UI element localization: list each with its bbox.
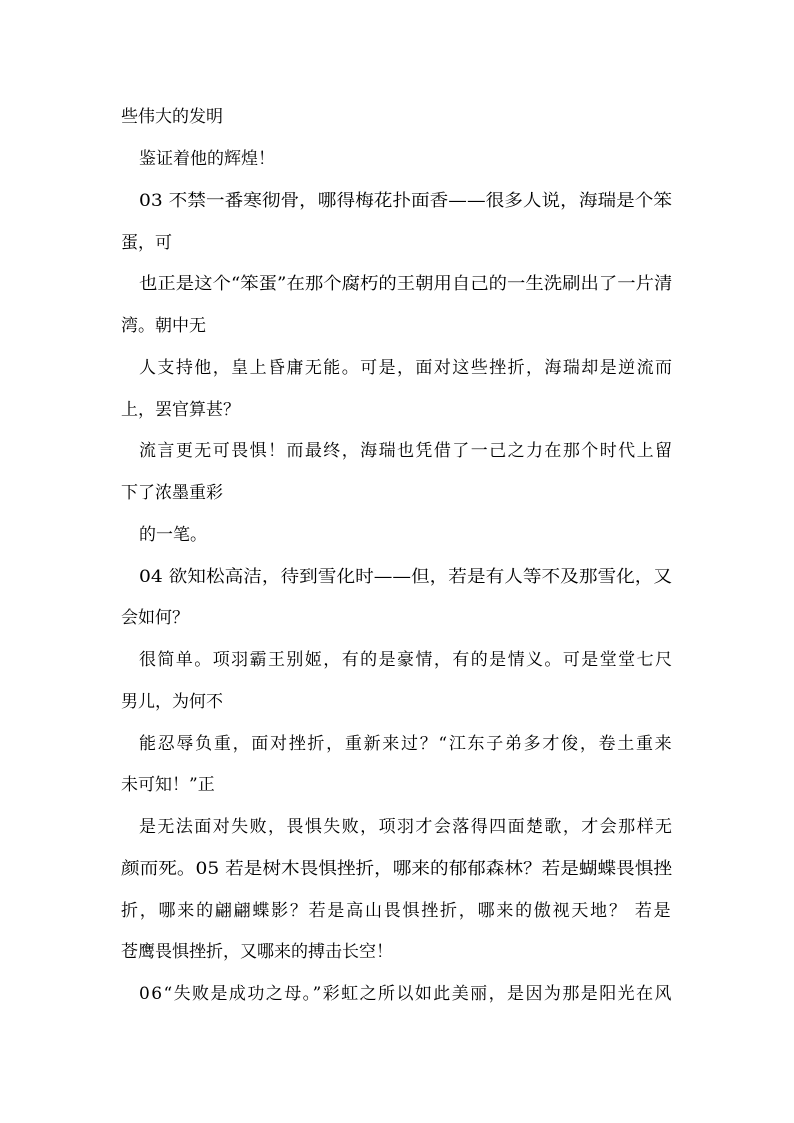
text-line: 06“失败是成功之母。”彩虹之所以如此美丽，是因为那是阳光在风: [139, 984, 673, 1004]
text-line: 流言更无可畏惧！而最终，海瑞也凭借了一己之力在那个时代上留: [139, 441, 674, 461]
text-line: 也正是这个“笨蛋”在那个腐朽的王朝用自己的一生洗刷出了一片清: [139, 274, 673, 294]
text-line: 04 欲知松高洁，待到雪化时——但，若是有人等不及那雪化，又: [139, 567, 673, 587]
text-line: 鉴证着他的辉煌！: [139, 149, 275, 169]
text-line: 的一笔。: [139, 525, 207, 545]
text-line: 蛋，可: [121, 233, 172, 253]
text-line: 上，罢官算甚？: [121, 400, 240, 420]
text-line: 些伟大的发明: [121, 107, 223, 127]
text-line: 湾。朝中无: [121, 316, 206, 336]
text-line: 男儿，为何不: [121, 692, 223, 712]
text-line: 很简单。项羽霸王别姬，有的是豪情，有的是情义。可是堂堂七尺: [139, 650, 674, 670]
text-line: 会如何？: [121, 608, 189, 628]
text-line: 未可知！”正: [121, 775, 215, 795]
text-line: 能忍辱负重，面对挫折，重新来过？“江东子弟多才俊，卷土重来: [139, 734, 674, 754]
text-line: 03 不禁一番寒彻骨，哪得梅花扑面香——很多人说，海瑞是个笨: [139, 191, 673, 211]
text-line: 折，哪来的翩翩蝶影？若是高山畏惧挫折，哪来的傲视天地？ 若是: [121, 901, 673, 921]
text-line: 苍鹰畏惧挫折，又哪来的搏击长空！: [121, 942, 393, 962]
text-line: 是无法面对失败，畏惧失败，项羽才会落得四面楚歌，才会那样无: [139, 817, 674, 837]
text-line: 颜而死。05 若是树木畏惧挫折，哪来的郁郁森林？若是蝴蝶畏惧挫: [121, 859, 673, 879]
text-line: 人支持他，皇上昏庸无能。可是，面对这些挫折，海瑞却是逆流而: [139, 358, 674, 378]
text-line: 下了浓墨重彩: [121, 483, 223, 503]
